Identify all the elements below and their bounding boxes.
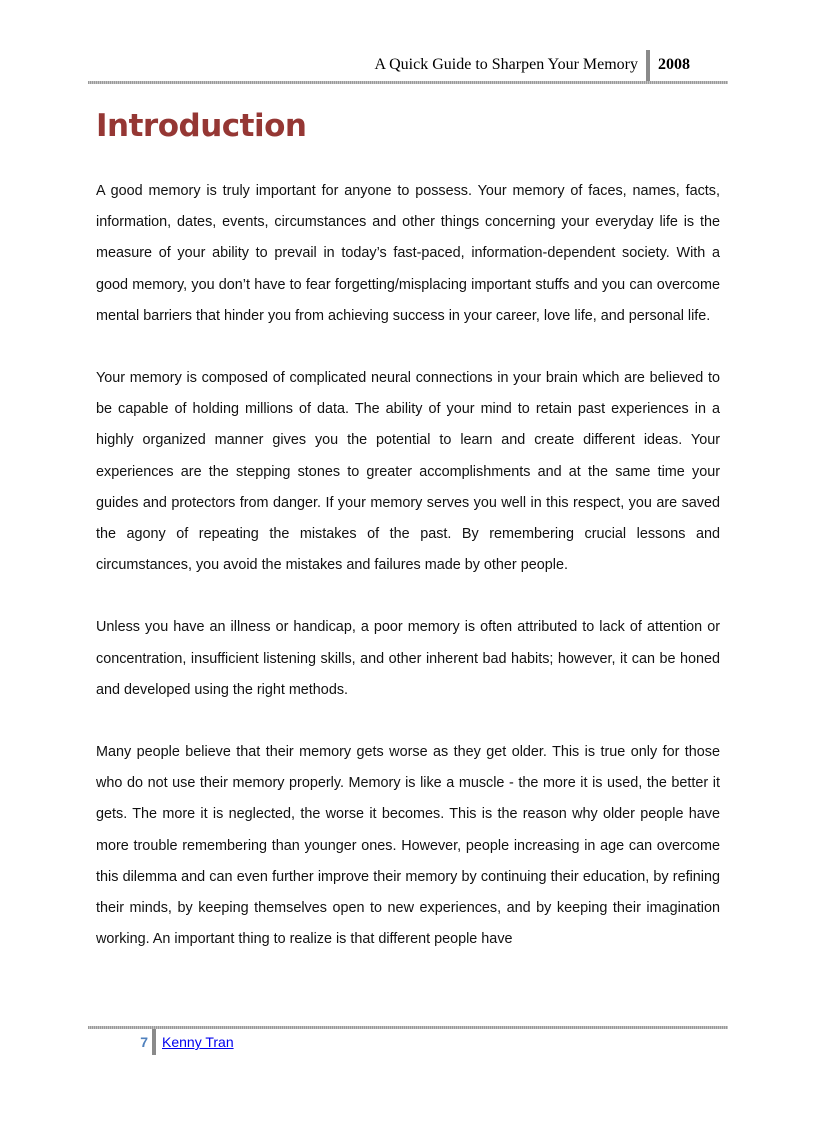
header-separator	[646, 50, 650, 83]
paragraph: A good memory is truly important for anyone to possess. Your memory of faces, names, facts, information, dates, events, circumstances and other things concerning your everyday life is the measure of your ability to prevail in today’s fast-paced, information-dependent society. With a good memory, you don’t have to fear forgetting/misplacing important stuffs and you can overcome mental barriers that hinder you from achieving success in your career, love life, and personal life.	[96, 183, 720, 324]
page-footer	[88, 1026, 728, 1056]
page-number: 7	[140, 1034, 148, 1050]
body-text	[96, 176, 720, 986]
footer-rule	[88, 1026, 728, 1029]
footer-separator	[152, 1029, 156, 1055]
page-header	[88, 50, 728, 84]
section-heading: Introduction	[96, 108, 307, 144]
paragraph: Many people believe that their memory gets worse as they get older. This is true only for those who do not use their memory properly. Memory is like a muscle - the more it is used, the better it gets. The more it is neglected, the worse it becomes. This is the reason why older people have more trouble remembering than younger ones. However, people increasing in age can overcome this dilemma and can even further improve their memory by continuing their education, by refining their minds, by keeping themselves open to new experiences, and by keeping their imagination working. An important thing to realize is that different people have	[96, 744, 720, 948]
header-rule	[88, 81, 728, 84]
paragraph: Unless you have an illness or handicap, a poor memory is often attributed to lack of attention or concentration, insufficient listening skills, and other inherent bad habits; however, it can be honed and developed using the right methods.	[96, 619, 720, 698]
document-year: 2008	[658, 56, 690, 73]
document-title: A Quick Guide to Sharpen Your Memory	[374, 56, 638, 73]
paragraph: Your memory is composed of complicated neural connections in your brain which are believed to be capable of holding millions of data. The ability of your mind to retain past experiences in a highly organized manner gives you the potential to learn and create different ideas. Your experiences are the stepping stones to greater accomplishments and at the same time your guides and protectors from danger. If your memory serves you well in this respect, you are saved the agony of repeating the mistakes of the past. By remembering crucial lessons and circumstances, you avoid the mistakes and failures made by other people.	[96, 370, 720, 574]
author-link[interactable]: Kenny Tran	[162, 1034, 234, 1050]
